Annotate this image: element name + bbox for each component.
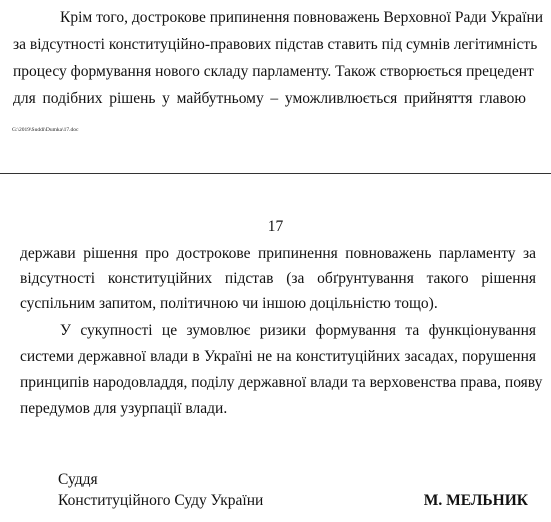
page-number: 17 xyxy=(267,218,284,235)
lower-paragraph1-line-1: держави рішення про дострокове припинення повноважень парламенту за xyxy=(20,245,536,262)
page-break-divider xyxy=(0,173,551,174)
lower-paragraph1-line-3: суспільним запитом, політичною чи іншою доцільністю тощо). xyxy=(20,295,438,312)
signature-role-judge: Суддя xyxy=(58,471,98,488)
lower-paragraph2-line-1: У сукупності це зумовлює ризики формування та функціонування xyxy=(60,322,536,339)
lower-paragraph2-line-3: принципів народовладдя, поділу державної влади та верховенства права, появу xyxy=(20,374,543,391)
upper-paragraph-line-1: Крім того, дострокове припинення повноважень Верховної Ради України xyxy=(60,9,544,26)
file-path-footer: G:\2019\Suddi\Dumka\17.doc xyxy=(12,127,79,133)
upper-paragraph-line-4: для подібних рішень у майбутньому – уможливлюється прийняття главою xyxy=(13,90,526,107)
upper-paragraph-line-3: процесу формування нового складу парламенту. Також створюється прецедент xyxy=(13,63,534,80)
lower-paragraph2-line-4: передумов для узурпації влади. xyxy=(20,400,228,417)
signature-name: М. МЕЛЬНИК xyxy=(423,492,528,509)
lower-paragraph2-line-2: системи державної влади в Україні не на конституційних засадах, порушення xyxy=(20,348,536,365)
lower-paragraph1-line-2: відсутності конституційних підстав (за обґрунтування такого рішення xyxy=(20,270,536,287)
upper-paragraph-line-2: за відсутності конституційно-правових підстав ставить під сумнів легітимність xyxy=(13,36,538,53)
signature-role-court: Конституційного Суду України xyxy=(58,492,264,509)
